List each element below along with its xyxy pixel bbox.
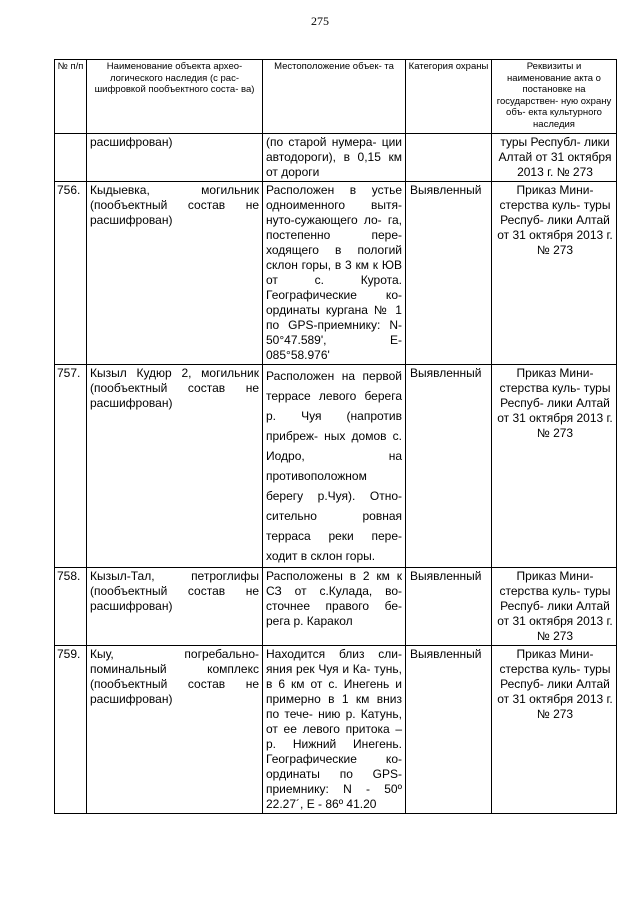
cell-text-line: Приказ Мини- (516, 647, 594, 661)
cell-text-line: расшифрован) (90, 599, 173, 613)
cell-text-line: шифровкой пообъектного соста- (94, 84, 239, 95)
cell-location (263, 568, 406, 646)
cell-text-line: тунь, в 6 км от с. (266, 662, 402, 691)
cell-text-line: яния рек Чуя и Ка- (266, 662, 371, 676)
cell-text-line: охраны (455, 61, 489, 72)
cell-text-line: стерства куль- (499, 584, 581, 598)
cell-text-line: (пообъектный состав не (90, 584, 259, 598)
cell-num: 758. (55, 568, 87, 646)
cell-text-line: расшифрован) (90, 213, 173, 227)
cell-text-line: расшифрован) (90, 135, 173, 149)
cell-text-line: 31 октября (512, 411, 574, 425)
table-header-row (55, 60, 617, 134)
cell-text-line: Географические ко- (266, 752, 402, 766)
cell-text-line: туры Респуб- (500, 662, 611, 691)
cell-location (263, 182, 406, 365)
cell-text-line: Нижний Инегень. (292, 737, 402, 751)
cell-text-line: туры Республ- (500, 135, 581, 149)
cell-text-line: Приказ Мини- (516, 366, 594, 380)
cell-text-line: Приказ Мини- (516, 183, 594, 197)
cell-text-line: ходит в склон горы. (266, 549, 376, 563)
cell-text-line: стерства куль- (499, 662, 581, 676)
cell-text-line: (пообъектный состав не (90, 381, 259, 395)
cell-text-line: (пообъектный состав не (90, 677, 259, 691)
cell-text-line: расшифрован) (90, 396, 173, 410)
cell-num: 757. (55, 365, 87, 568)
header-name (87, 60, 263, 134)
cell-text-line: 2013 г. № 273 (536, 228, 613, 257)
cell-text-line: га, постепенно пере- (266, 213, 402, 242)
header-location (263, 60, 406, 134)
table-row-continuation (55, 134, 617, 182)
cell-text-line: 2013 г. № 273 (536, 614, 613, 643)
cell-act (492, 182, 617, 365)
cell-text-line: ва) (241, 84, 255, 95)
cell-text-line: нуто-сужающего ло- (266, 213, 382, 227)
cell-text-line: сительно ровная (266, 509, 402, 523)
cell-text-line: Наименование объекта архео- (106, 61, 243, 72)
cell-text-line: лики Алтай от (497, 396, 610, 425)
cell-text-line: Географические ко- (266, 288, 402, 302)
cell-text-line: туры Респуб- (500, 198, 611, 227)
cell-text-line: (пообъектный состав не (90, 198, 259, 212)
cell-text-line: Кызыл Кудюр 2, могильник (90, 366, 259, 380)
cell-category (406, 134, 492, 182)
cell-text-line: рега р. Каракол (266, 614, 353, 628)
cell-text-line: 0,15 км от дороги (266, 150, 402, 179)
cell-text-line: туры Респуб- (500, 584, 611, 613)
cell-text-line: расшифрован) (90, 692, 173, 706)
cell-text-line: № (57, 61, 68, 72)
cell-text-line: на государствен- (496, 84, 586, 107)
cell-text-line: (напротив прибреж- (266, 409, 402, 443)
cell-text-line: Находится близ сли- (266, 647, 402, 661)
cell-text-line: 2013 г. № 273 (536, 692, 613, 721)
cell-location (263, 646, 406, 814)
cell-text-line: Местоположение объек- (274, 61, 382, 72)
cell-name (87, 134, 263, 182)
cell-text-line: поминальный комплекс (90, 662, 259, 676)
cell-text-line: 1 по GPS-приемнику: (266, 303, 402, 332)
cell-text-line: Реквизиты и (526, 61, 582, 72)
cell-text-line: левого берега р. Чуя (266, 389, 402, 423)
cell-name (87, 182, 263, 365)
cell-text-line: туры Респуб- (500, 381, 611, 410)
table-row (55, 568, 617, 646)
cell-text-line: та (384, 61, 394, 72)
cell-text-line: сточнее правого бе- (266, 599, 402, 613)
cell-text-line: одноименного вытя- (266, 198, 402, 212)
cell-num: 759. (55, 646, 87, 814)
cell-text-line: Категория (408, 61, 454, 72)
cell-text-line: левого притока – р. (266, 722, 402, 751)
cell-text-line: логического наследия (с рас- (110, 72, 239, 84)
cell-text-line: лики Алтай от (497, 677, 610, 706)
table-row (55, 365, 617, 568)
cell-text-line: ции автодороги), в (266, 135, 402, 164)
cell-text-line: Приказ Мини- (516, 569, 594, 583)
table-row (55, 646, 617, 814)
cell-text-line: стерства куль- (499, 198, 581, 212)
cell-act (492, 646, 617, 814)
cell-category: Выявленный (406, 365, 492, 568)
cell-text-line: Расположен в устье (266, 183, 402, 197)
cell-text-line: лики Алтай от (498, 135, 610, 164)
cell-name (87, 646, 263, 814)
cell-text-line: 31 октября (512, 692, 574, 706)
cell-text-line: в 1 км вниз по тече- (266, 692, 402, 721)
cell-text-line: п/п (70, 61, 84, 72)
cell-text-line: акта о постановке (522, 72, 601, 95)
cell-text-line: (по старой нумера- (266, 135, 377, 149)
cell-text-line: ординаты по GPS- (266, 767, 402, 781)
cell-text-line: Расположен (266, 369, 335, 383)
cell-text-line: ную охрану объ- (506, 95, 612, 118)
cell-name (87, 365, 263, 568)
cell-text-line: 085°58.976' (266, 348, 330, 362)
cell-text-line: ЮВ от с. Курота. (266, 258, 402, 287)
cell-text-line: екта культурного (528, 107, 602, 118)
cell-num (55, 134, 87, 182)
cell-text-line: 2013 г. № 273 (536, 411, 613, 440)
cell-category: Выявленный (406, 182, 492, 365)
cell-text-line: 22.27´, E - 86º 41.20 (266, 797, 377, 811)
heritage-table (54, 59, 617, 814)
cell-text-line: лики Алтай от (497, 599, 610, 628)
table-row (55, 182, 617, 365)
cell-act (492, 365, 617, 568)
cell-text-line: Расположены в 2 км (266, 569, 390, 583)
cell-text-line: на первой террасе (266, 369, 402, 403)
cell-text-line: 2013 г. № 273 (517, 165, 593, 179)
cell-text-line: Кыу, погребально- (90, 647, 259, 661)
cell-text-line: к СЗ от с.Кулада, во- (266, 569, 402, 598)
cell-text-line: нию р. Катунь, от ее (266, 707, 402, 736)
cell-location (263, 365, 406, 568)
cell-text-line: наследия (533, 118, 575, 130)
cell-text-line: ординаты кургана № (266, 303, 390, 317)
cell-text-line: на противоположном (266, 449, 402, 483)
cell-num: 756. (55, 182, 87, 365)
page-number: 275 (311, 14, 329, 28)
cell-name (87, 568, 263, 646)
cell-category: Выявленный (406, 568, 492, 646)
cell-text-line: терраса реки пере- (266, 529, 402, 543)
cell-text-line: ходящего в пологий (266, 243, 402, 257)
cell-text-line: берегу р.Чуя). Отно- (266, 489, 402, 503)
cell-text-line: 31 октября (512, 614, 574, 628)
cell-text-line: 31 октября (512, 228, 574, 242)
cell-text-line: наименование (507, 72, 572, 84)
cell-act (492, 134, 617, 182)
cell-text-line: стерства куль- (499, 381, 581, 395)
cell-text-line: приемнику: N - 50º (266, 782, 402, 796)
cell-act (492, 568, 617, 646)
cell-text-line: склон горы, в 3 км к (266, 258, 379, 272)
cell-text-line: лики Алтай от (497, 213, 610, 242)
cell-text-line: Кызыл-Тал, петроглифы (90, 569, 259, 583)
cell-text-line: 31 октября (550, 150, 612, 164)
cell-text-line: N-50°47.589', E- (266, 318, 402, 347)
header-act (492, 60, 617, 134)
header-num (55, 60, 87, 134)
cell-text-line: Инегень и примерно (266, 677, 402, 706)
cell-text-line: ных домов с. Иодро, (266, 429, 402, 463)
cell-category: Выявленный (406, 646, 492, 814)
cell-location (263, 134, 406, 182)
header-category (406, 60, 492, 134)
cell-text-line: Кыдыевка, могильник (90, 183, 259, 197)
